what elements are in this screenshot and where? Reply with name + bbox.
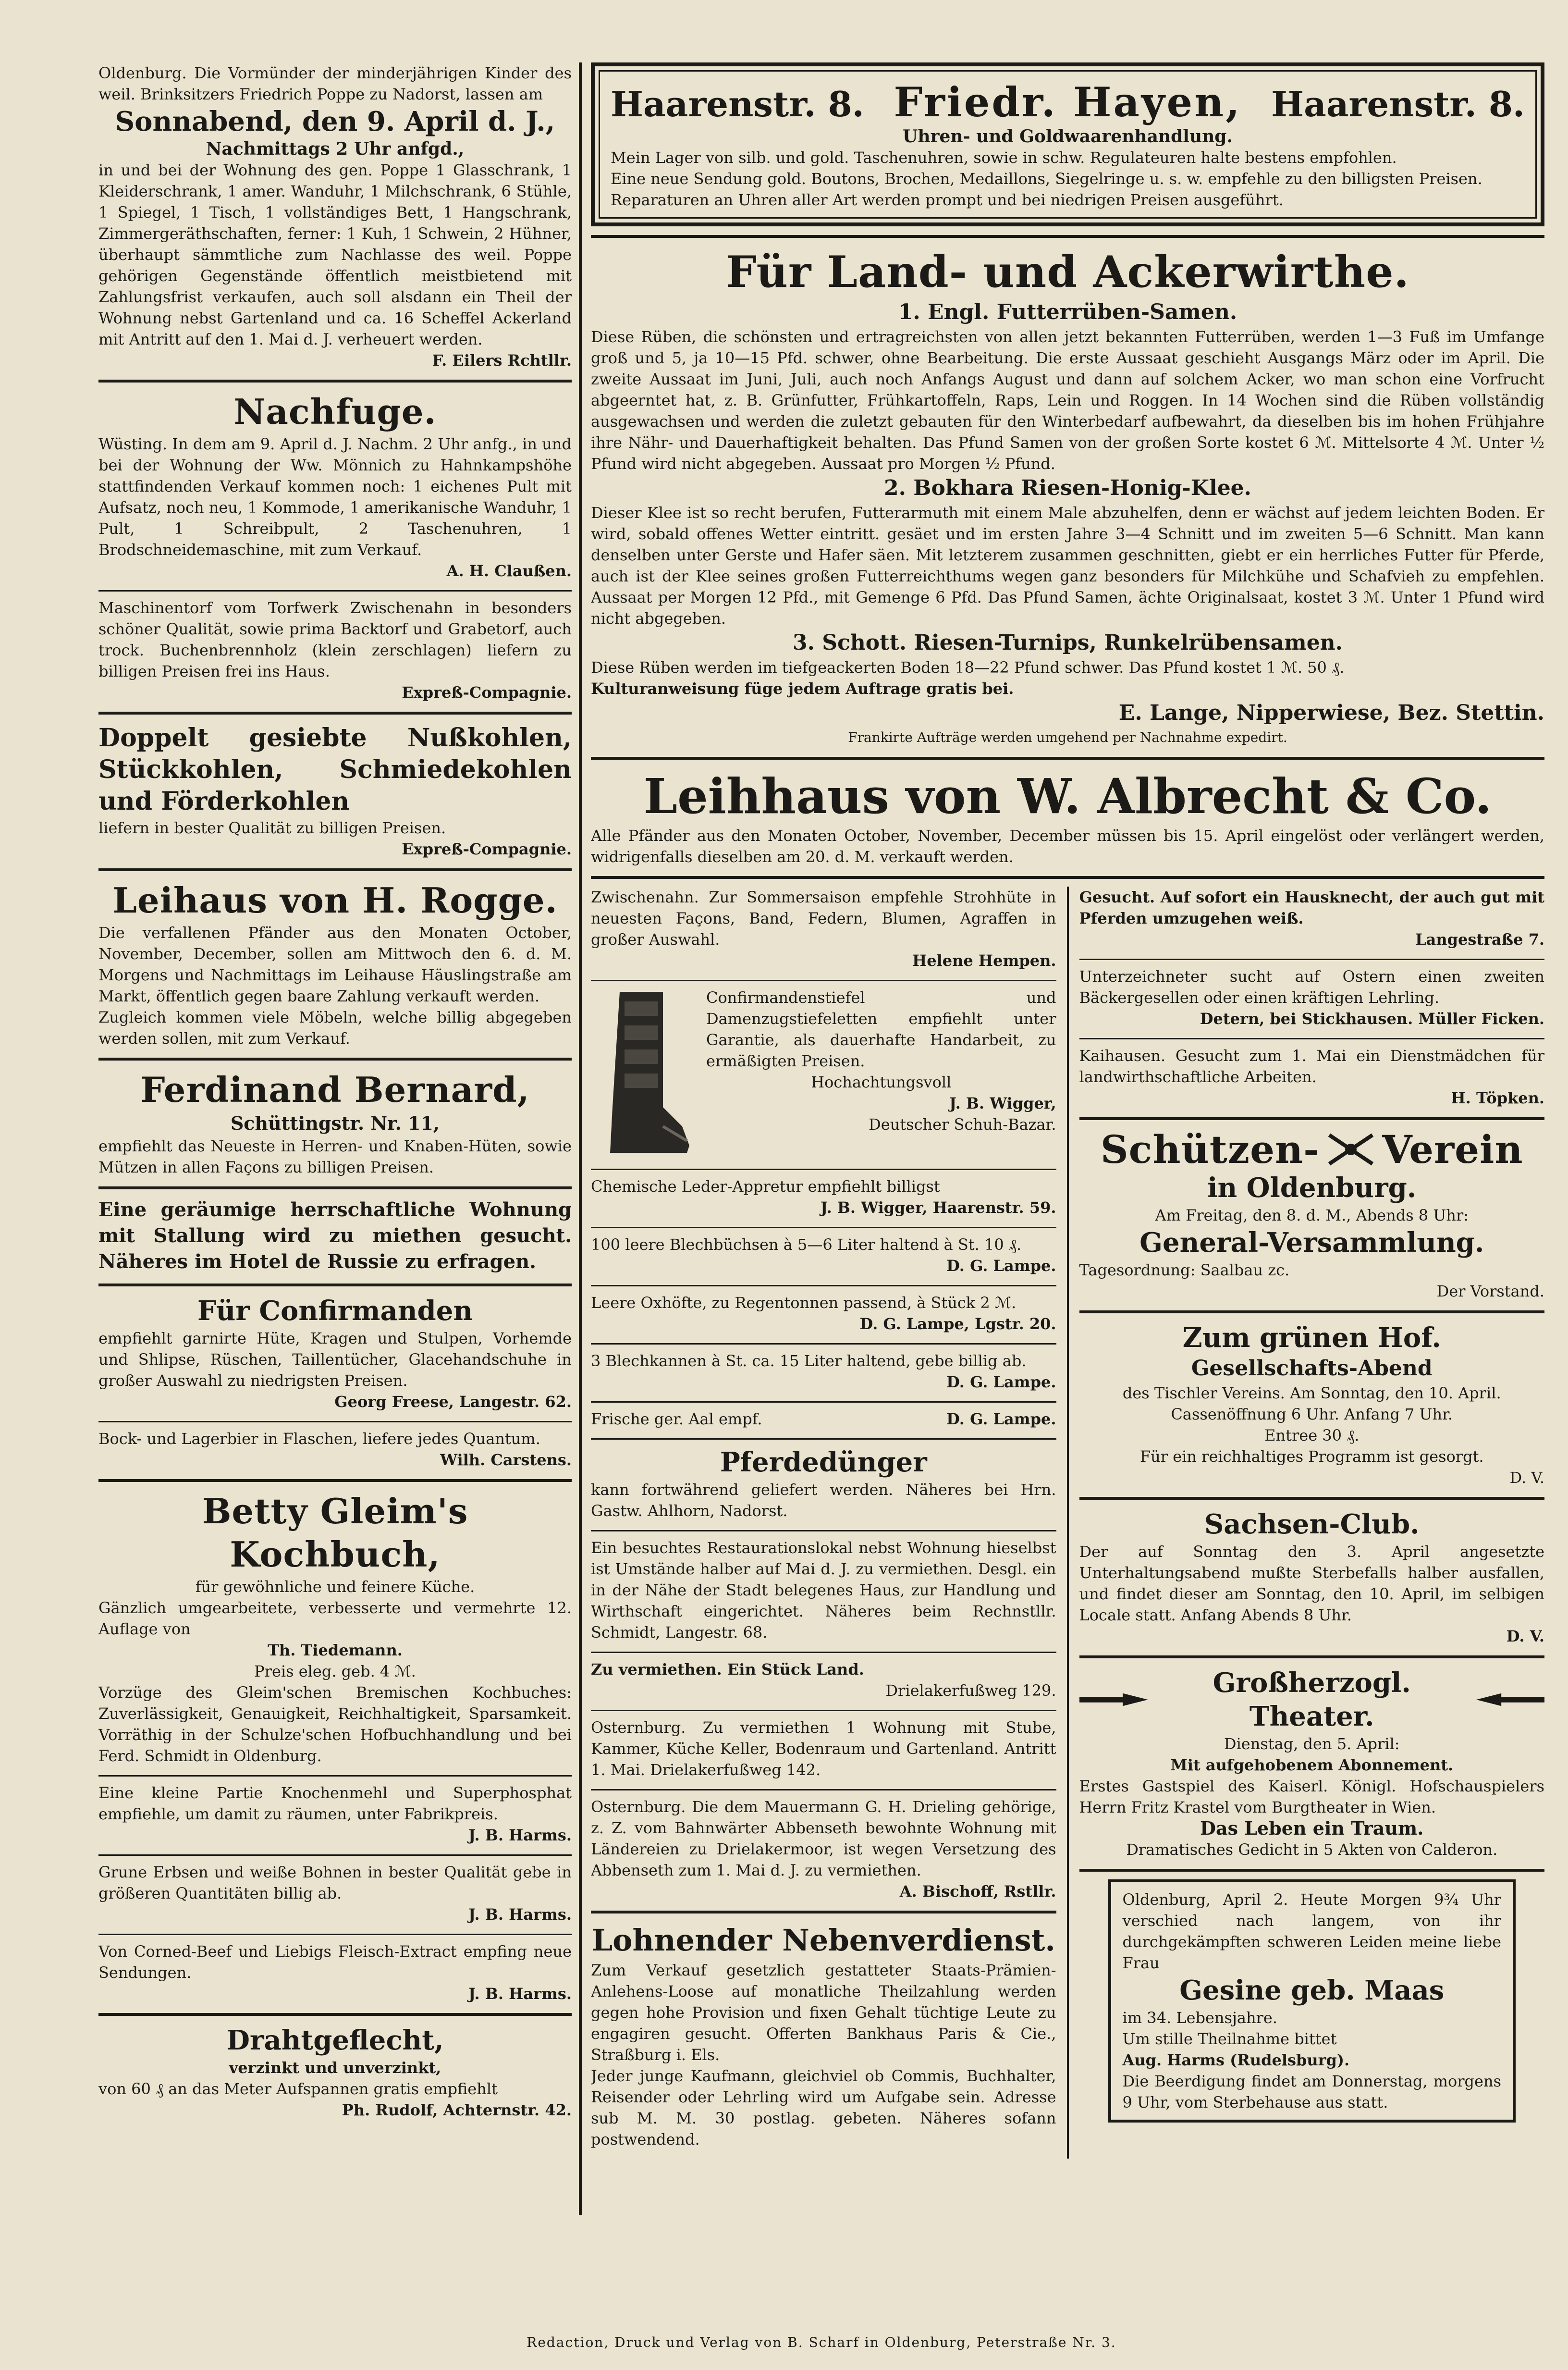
landwirthe-h1: 1. Engl. Futterrüben-Samen.	[898, 300, 1237, 324]
schuetzen-agenda: Tagesordnung: Saalbau zc.	[1079, 1261, 1290, 1279]
left-column	[98, 62, 572, 2216]
death-body: Oldenburg, April 2. Heute Morgen 9¾ Uhr verschied nach langem, von ihr durchgekämpften schweren Leiden meine liebe Frau	[1122, 1890, 1501, 1972]
sachsen-title: Sachsen-Club.	[1204, 1508, 1420, 1540]
subcolumn-left	[591, 887, 1069, 2159]
death-name: Gesine geb. Maas	[1179, 1975, 1445, 2006]
knochenmehl-signature: J. B. Harms.	[468, 1826, 572, 1844]
separator	[1079, 1310, 1545, 1313]
schuetzen-title-right: Verein	[1382, 1127, 1523, 1172]
theater-line1: Dienstag, den 5. April:	[1224, 1735, 1400, 1753]
death-age: im 34. Lebensjahre.	[1122, 2009, 1277, 2027]
restauration-ad	[591, 1537, 1056, 1643]
theater-title: Großherzogl. Theater.	[1213, 1667, 1411, 1732]
leihaus-rogge-ad	[98, 879, 572, 1049]
stiefel-ad	[591, 987, 1056, 1160]
stiefel-signature: J. B. Wigger,	[949, 1094, 1056, 1112]
separator	[98, 1479, 572, 1482]
two-subcolumns	[591, 887, 1544, 2159]
confirmanden-ad	[98, 1294, 572, 1412]
schuetzen-subtitle: in Oldenburg.	[1207, 1172, 1417, 1204]
oxhoefte-ad	[591, 1292, 1056, 1334]
land-signature: Drielakerfußweg 129.	[885, 1681, 1056, 1700]
schuetzen-ad	[1079, 1128, 1545, 1302]
restauration-body: Ein besuchtes Restaurationslokal nebst Wohnung hieselbst ist Umstände halber auf Mai d. J. zu vermiethen. Desgl. ein in der Nähe der Stadt belegenes Haus, zur Handlung und Wirthschaft eingerichtet. Näheres beim Rechnstllr. Schmidt, Langestr. 68.	[591, 1539, 1056, 1642]
schuetzen-event: General-Versammlung.	[1139, 1227, 1484, 1259]
wohnung-ad	[98, 1197, 572, 1275]
drahtgeflecht-subtitle: verzinkt und unverzinkt,	[229, 2059, 441, 2077]
bernard-body: empfiehlt das Neueste in Herren- und Knaben-Hüten, sowie Mützen in allen Façons zu billigen Preisen.	[98, 1137, 572, 1176]
land-body: Zu vermiethen. Ein Stück Land.	[591, 1660, 864, 1679]
aal-ad	[591, 1408, 1056, 1430]
separator	[591, 1911, 1056, 1913]
lederappretur-signature: J. B. Wigger, Haarenstr. 59.	[820, 1198, 1056, 1217]
schuetzen-signature: Der Vorstand.	[1436, 1282, 1544, 1300]
boot-illustration	[591, 987, 697, 1160]
separator	[98, 1854, 572, 1856]
land-ad	[591, 1659, 1056, 1701]
nebenverdienst-ad	[591, 1921, 1056, 2150]
auction-oldenburg-ad	[98, 62, 572, 371]
gruener-hof-signature: D. V.	[1509, 1469, 1544, 1487]
leihaus-rogge-title: Leihaus von H. Rogge.	[112, 880, 558, 921]
theater-line2: Mit aufgehobenem Abonnement.	[1170, 1756, 1454, 1774]
erbsen-body: Grune Erbsen und weiße Bohnen in bester Qualität gebe in größeren Quantitäten billig ab.	[98, 1863, 572, 1902]
gruener-hof-ad	[1079, 1321, 1545, 1488]
schuetzen-body: Am Freitag, den 8. d. M., Abends 8 Uhr:	[1155, 1206, 1469, 1224]
dienstmaedchen-ad	[1079, 1045, 1545, 1109]
landwirthe-footnote: Frankirte Aufträge werden umgehend per Nachnahme expedirt.	[848, 729, 1287, 745]
kochbuch-author: Th. Tiedemann.	[268, 1641, 403, 1659]
separator	[591, 876, 1544, 879]
osternburg2-signature: A. Bischoff, Rstllr.	[899, 1882, 1056, 1901]
separator	[591, 1530, 1056, 1531]
sachsen-signature: D. V.	[1506, 1627, 1544, 1645]
nebenverdienst-body2: Jeder junge Kaufmann, gleichviel ob Commis, Buchhalter, Reisender oder Lehrling wird um Aufgabe sein. Adresse sub M. M. 30 postlag. gebeten. Näheres sofann postwendend.	[591, 2067, 1056, 2148]
aal-body: Frische ger. Aal empf.	[591, 1410, 762, 1428]
landwirthe-ad	[591, 246, 1544, 748]
drahtgeflecht-ad	[98, 2024, 572, 2121]
wohnung-body: Eine geräumige herrschaftliche Wohnung mit Stallung wird zu miethen gesucht. Näheres im Hotel de Russie zu erfragen.	[98, 1198, 572, 1273]
separator	[98, 1058, 572, 1061]
drahtgeflecht-body: von 60 ₰ an das Meter Aufspannen gratis empfiehlt	[98, 2080, 498, 2098]
sachsen-ad	[1079, 1507, 1545, 1647]
imprint-footer: Redaction, Druck und Verlag von B. Scharf in Oldenburg, Peterstraße Nr. 3.	[527, 2334, 1116, 2350]
auction-date: Sonnabend, den 9. April d. J.,	[115, 106, 555, 137]
oxhoefte-body: Leere Oxhöfte, zu Regentonnen passend, à Stück 2 ℳ.	[591, 1294, 1017, 1312]
bernard-title: Ferdinand Bernard,	[140, 1069, 530, 1110]
landwirthe-title: Für Land- und Ackerwirthe.	[726, 247, 1409, 297]
separator	[591, 1710, 1056, 1711]
pointing-hand-icon	[1079, 1690, 1148, 1709]
dienstmaedchen-signature: H. Töpken.	[1451, 1089, 1544, 1107]
gruener-hof-line3: Entree 30 ₰.	[1264, 1426, 1360, 1444]
kochbuch-body: Gänzlich umgearbeitete, verbesserte und vermehrte 12. Auflage von	[98, 1599, 572, 1638]
separator	[591, 1227, 1056, 1228]
theater-body: Erstes Gastspiel des Kaiserl. Königl. Hofschauspielers Herrn Fritz Krastel vom Burgtheater in Wien.	[1079, 1777, 1544, 1816]
death-request: Um stille Theilnahme bittet	[1122, 2030, 1337, 2048]
separator	[98, 1186, 572, 1189]
nachfuge-ad	[98, 390, 572, 581]
theater-ad	[1079, 1666, 1545, 1860]
separator	[1079, 959, 1545, 960]
separator	[591, 1438, 1056, 1440]
bernard-ad	[98, 1068, 572, 1178]
baecker-signature: Detern, bei Stickhausen. Müller Ficken.	[1200, 1010, 1544, 1028]
pferdeduenger-ad	[591, 1445, 1056, 1521]
column-divider	[579, 62, 582, 2215]
leihaus-rogge-body: Die verfallenen Pfänder aus den Monaten October, November, December, sollen am Mittwoch den 6. d. M. Morgens und Nachmittags im Leihause Häuslingstraße am Markt, öffentlich gegen baare Zahlung verkauft werden.	[98, 924, 572, 1005]
theater-play-info: Dramatisches Gedicht in 5 Akten von Calderon.	[1126, 1840, 1498, 1859]
osternburg2-ad	[591, 1796, 1056, 1902]
leihaus-rogge-body2: Zugleich kommen viele Möbeln, welche billig abgegeben werden sollen, mit zum Verkauf.	[98, 1008, 572, 1048]
hayen-ad	[591, 62, 1544, 226]
stiefel-greeting: Hochachtungsvoll	[811, 1073, 952, 1091]
landwirthe-p3: Diese Rüben werden im tiefgeackerten Boden 18—22 Pfund schwer. Das Pfund kostet 1 ℳ. 50 ₰.	[591, 658, 1345, 677]
gruener-hof-line1: des Tischler Vereins. Am Sonntag, den 10. April.	[1122, 1384, 1501, 1402]
auction-intro: Oldenburg. Die Vormünder der minderjährigen Kinder des weil. Brinksitzers Friedrich Poppe zu Nadorst, lassen am	[98, 64, 572, 103]
kochbuch-subtitle: für gewöhnliche und feinere Küche.	[195, 1578, 475, 1596]
sachsen-body: Der auf Sonntag den 3. April angesetzte Unterhaltungsabend mußte Sterbefalls halber ausfallen, und findet dieser am Sonntag, den 10. April, im selbigen Locale statt. Anfang Abends 8 Uhr.	[1079, 1543, 1544, 1624]
aal-signature: D. G. Lampe.	[946, 1410, 1056, 1428]
landwirthe-p1: Diese Rüben, die schönsten und ertragreichsten von allen jetzt bekannten Futterrüben, werden 1—3 Fuß im Umfange groß und 5, ja 10—15 Pfd. schwer, ohne Bearbeitung. Die erste Aussaat geschieht Ausgangs März oder im April. Die zweite Aussaat im Juni, Juli, auch noch Anfangs August und dann auf solchem Acker, wo man schon eine Vorfrucht abgeerntet hat, z. B. Grünfutter, Frühkartoffeln, Raps, Lein und Roggen. In 14 Wochen sind die Rüben vollständig ausgewachsen und werden die zuletzt gebauten für den Winterbedarf aufbewahrt, da dieselben bis im hohen Frühjahre ihre Nähr- und Dauerhaftigkeit behalten. Das Pfund Samen von der großen Sorte kostet 6 ℳ. Mittelsorte 4 ℳ. Unter ½ Pfund wird nicht abgegeben. Aussaat pro Morgen ½ Pfund.	[591, 328, 1544, 473]
separator	[98, 1421, 572, 1422]
death-notice	[1108, 1879, 1516, 2123]
landwirthe-signature: E. Lange, Nipperwiese, Bez. Stettin.	[1118, 701, 1544, 725]
nebenverdienst-title: Lohnender Nebenverdienst.	[591, 1923, 1055, 1958]
dienstmaedchen-body: Kaihausen. Gesucht zum 1. Mai ein Dienstmädchen für landwirthschaftliche Arbeiten.	[1079, 1047, 1544, 1086]
blechbuechsen-signature: D. G. Lampe.	[946, 1257, 1056, 1275]
blechkannen-ad	[591, 1350, 1056, 1393]
strohhuete-body: Zwischenahn. Zur Sommersaison empfehle Strohhüte in neuesten Façons, Band, Federn, Blumen, Agraffen in großer Auswahl.	[591, 888, 1056, 949]
osternburg2-body: Osternburg. Die dem Mauermann G. H. Drieling gehörige, z. Z. vom Bahnwärter Abbenseth bewohnte Wohnung mit Ländereien zu Drielakermoor, ist wegen Versetzung des Abbenseth zum 1. Mai d. J. zu vermiethen.	[591, 1798, 1056, 1879]
subcolumn-right	[1069, 887, 1545, 2159]
kochbuch-price: Preis eleg. geb. 4 ℳ.	[254, 1662, 416, 1680]
landwirthe-h3: 3. Schott. Riesen-Turnips, Runkelrübensamen.	[792, 630, 1343, 655]
lederappretur-body: Chemische Leder-Appretur empfiehlt billigst	[591, 1177, 940, 1196]
blechbuechsen-body: 100 leere Blechbüchsen à 5—6 Liter haltend à St. 10 ₰.	[591, 1235, 1022, 1254]
strohhuete-signature: Helene Hempen.	[912, 951, 1056, 970]
drahtgeflecht-title: Drahtgeflecht,	[226, 2024, 444, 2056]
drahtgeflecht-signature: Ph. Rudolf, Achternstr. 42.	[342, 2101, 572, 2119]
gruener-hof-title: Zum grünen Hof.	[1182, 1322, 1441, 1354]
landwirthe-h2: 2. Bokhara Riesen-Honig-Klee.	[884, 476, 1251, 500]
gruener-hof-line2: Cassenöffnung 6 Uhr. Anfang 7 Uhr.	[1171, 1405, 1453, 1423]
separator	[98, 1934, 572, 1935]
separator	[1079, 1038, 1545, 1039]
schuetzen-title-left: Schützen-	[1100, 1127, 1320, 1172]
baecker-body: Unterzeichneter sucht auf Ostern einen zweiten Bäckergesellen oder einen kräftigen Lehrling.	[1079, 967, 1544, 1007]
albrecht-ad	[591, 767, 1544, 867]
separator	[98, 590, 572, 592]
torfwerk-signature: Expreß-Compagnie.	[402, 683, 572, 702]
separator	[98, 380, 572, 383]
nachfuge-body: Wüsting. In dem am 9. April d. J. Nachm. 2 Uhr anfg., in und bei der Wohnung der Ww. Mönnich zu Hahnkampshöhe stattfindenden Verkauf kommen noch: 1 eichenes Pult mit Aufsatz, noch neu, 1 Kommode, 1 amerikanische Wanduhr, 1 Pult, 1 Schreibpult, 2 Taschenuhren, 1 Brodschneidemaschine, mit zum Verkauf.	[98, 435, 572, 559]
separator	[98, 1775, 572, 1777]
separator	[1079, 1655, 1545, 1658]
hayen-name: Friedr. Hayen,	[894, 78, 1242, 126]
kohlen-body: liefern in bester Qualität zu billigen Preisen.	[98, 819, 446, 837]
bier-ad	[98, 1428, 572, 1470]
hausknecht-body: Gesucht. Auf sofort ein Hausknecht, der auch gut mit Pferden umzugehen weiß.	[1079, 888, 1544, 927]
separator	[591, 235, 1544, 238]
torfwerk-body: Maschinentorf vom Torfwerk Zwischenahn in besonders schöner Qualität, sowie prima Backtorf und Grabetorf, auch trock. Buchenbrennholz (klein zerschlagen) liefern zu billigen Preisen frei ins Haus.	[98, 599, 572, 680]
separator	[1079, 1497, 1545, 1500]
erbsen-signature: J. B. Harms.	[468, 1905, 572, 1924]
landwirthe-p4: Kulturanweisung füge jedem Auftrage gratis bei.	[591, 679, 1014, 698]
nachfuge-signature: A. H. Claußen.	[446, 562, 572, 580]
auction-signature: F. Eilers Rchtllr.	[432, 351, 572, 370]
separator	[591, 1285, 1056, 1286]
kohlen-ad	[98, 722, 572, 860]
separator	[591, 1789, 1056, 1790]
osternburg1-body: Osternburg. Zu vermiethen 1 Wohnung mit Stube, Kammer, Küche Keller, Bodenraum und Gartenland. Antritt 1. Mai. Drielakerfußweg 142.	[591, 1718, 1056, 1779]
bier-signature: Wilh. Carstens.	[440, 1451, 572, 1469]
bier-body: Bock- und Lagerbier in Flaschen, liefere jedes Quantum.	[98, 1430, 540, 1448]
separator	[591, 757, 1544, 760]
oxhoefte-signature: D. G. Lampe, Lgstr. 20.	[859, 1315, 1056, 1333]
pointing-hand-icon	[1476, 1690, 1544, 1709]
osternburg1-ad	[591, 1717, 1056, 1780]
landwirthe-p2: Dieser Klee ist so recht berufen, Futterarmuth mit einem Male abzuhelfen, denn er wächst auf jedem leichten Boden. Er wird, sobald offenes Wetter eintritt. gesäet und im ersten Jahre 3—4 Schnitt und im zweiten 5—6 Schnitt. Man kann denselben unter Gerste und Hafer säen. Mit letzterem zusammen geschnitten, giebt er ein herrliches Futter für Pferde, auch ist der Klee seines großen Futterreichthums wegen ganz besonders für Milchkühe und Schafvieh zu empfehlen. Aussaat per Morgen 12 Pfd., mit Gemenge 6 Pfd. Das Pfund Samen, ächte Originalsaat, kostet 3 ℳ. Unter 1 Pfund wird nicht abgegeben.	[591, 504, 1544, 628]
separator	[98, 2013, 572, 2016]
blechkannen-body: 3 Blechkannen à St. ca. 15 Liter haltend, gebe billig ab.	[591, 1352, 1027, 1370]
kochbuch-body2: Vorzüge des Gleim'schen Bremischen Kochbuches: Zuverlässigkeit, Genauigkeit, Reichhaltigkeit, Sparsamkeit. Vorräthig in der Schulze'schen Hofbuchhandlung und bei Ferd. Schmidt in Oldenburg.	[98, 1683, 572, 1765]
separator	[98, 868, 572, 871]
hausknecht-ad	[1079, 887, 1545, 950]
separator	[98, 712, 572, 715]
confirmanden-body: empfiehlt garnirte Hüte, Kragen und Stulpen, Vorhemde und Shlipse, Rüschen, Taillentücher, Glacehandschuhe in großer Auswahl zu niedrigsten Preisen.	[98, 1329, 572, 1390]
hayen-subtitle: Uhren- und Goldwaarenhandlung.	[902, 126, 1233, 147]
baecker-ad	[1079, 966, 1545, 1029]
kohlen-title: Doppelt gesiebte Nußkohlen, Stückkohlen, Schmiedekohlen und Förderkohlen	[98, 723, 572, 816]
pferdeduenger-body: kann fortwährend geliefert werden. Näheres bei Hrn. Gastw. Ahlhorn, Nadorst.	[591, 1481, 1056, 1520]
erbsen-ad	[98, 1862, 572, 1925]
knochenmehl-body: Eine kleine Partie Knochenmehl und Superphosphat empfiehle, um damit zu räumen, unter Fabrikpreis.	[98, 1784, 572, 1823]
hayen-line1: Mein Lager von silb. und gold. Taschenuhren, sowie in schw. Regulateuren halte bestens empfohlen.	[611, 148, 1397, 167]
bernard-address: Schüttingstr. Nr. 11,	[230, 1112, 440, 1134]
gruener-hof-line4: Für ein reichhaltiges Programm ist gesorgt.	[1139, 1447, 1484, 1466]
hayen-left-address: Haarenstr. 8.	[611, 84, 864, 124]
blechbuechsen-ad	[591, 1234, 1056, 1276]
separator	[591, 980, 1056, 981]
albrecht-title: Leihhaus von W. Albrecht & Co.	[643, 768, 1492, 825]
hayen-line3: Reparaturen an Uhren aller Art werden prompt und bei niedrigen Preisen ausgeführt.	[611, 191, 1284, 209]
nachfuge-title: Nachfuge.	[233, 391, 437, 432]
hausknecht-signature: Langestraße 7.	[1415, 930, 1544, 949]
lederappretur-ad	[591, 1176, 1056, 1218]
strohhuete-ad	[591, 887, 1056, 971]
knochenmehl-ad	[98, 1782, 572, 1846]
torfwerk-ad	[98, 597, 572, 703]
confirmanden-title: Für Confirmanden	[197, 1295, 473, 1327]
blechkannen-signature: D. G. Lampe.	[946, 1373, 1056, 1391]
separator	[591, 1343, 1056, 1345]
confirmanden-signature: Georg Freese, Langestr. 62.	[334, 1393, 572, 1411]
kochbuch-ad	[98, 1490, 572, 1766]
separator	[1079, 1869, 1545, 1872]
crossed-rifles-icon	[1324, 1130, 1377, 1169]
nebenverdienst-body: Zum Verkauf gesetzlich gestatteter Staats-Prämien-Anlehens-Loose auf monatliche Theilzahlung werden gegen hohe Provision und fixen Gehalt tüchtige Leute zu engagiren gesucht. Offerten Bankhaus Paris & Cie., Straßburg i. Els.	[591, 1961, 1056, 2064]
death-funeral: Die Beerdigung findet am Donnerstag, morgens 9 Uhr, vom Sterbehause aus statt.	[1122, 2072, 1501, 2111]
corned-signature: J. B. Harms.	[468, 1985, 572, 2003]
stiefel-body: Confirmandenstiefel und Damenzugstiefeletten empfiehlt unter Garantie, als dauerhafte Handarbeit, zu ermäßigten Preisen.	[706, 988, 1056, 1070]
auction-time: Nachmittags 2 Uhr anfgd.,	[206, 139, 465, 159]
separator	[591, 1401, 1056, 1403]
hayen-line2: Eine neue Sendung gold. Boutons, Brochen, Medaillons, Siegelringe u. s. w. empfehle zu den billigsten Preisen.	[611, 170, 1482, 188]
pferdeduenger-title: Pferdedünger	[720, 1446, 927, 1478]
right-column	[591, 62, 1544, 2216]
albrecht-body: Alle Pfänder aus den Monaten October, November, December müssen bis 15. April eingelöst oder verlängert werden, widrigenfalls dieselben am 20. d. M. verkauft werden.	[591, 827, 1544, 866]
separator	[591, 1652, 1056, 1653]
hayen-right-address: Haarenstr. 8.	[1271, 84, 1525, 124]
kochbuch-title: Betty Gleim's Kochbuch,	[202, 1491, 468, 1575]
death-signature: Aug. Harms (Rudelsburg).	[1122, 2051, 1350, 2069]
separator	[1079, 1117, 1545, 1120]
stiefel-shop: Deutscher Schuh-Bazar.	[869, 1115, 1056, 1134]
corned-body: Von Corned-Beef und Liebigs Fleisch-Extract empfing neue Sendungen.	[98, 1942, 572, 1982]
auction-body: in und bei der Wohnung des gen. Poppe 1 Glasschrank, 1 Kleiderschrank, 1 amer. Wanduhr, 1 Milchschrank, 6 Stühle, 1 Spiegel, 1 Tisch, 1 vollständiges Bett, 1 Hangschrank, Zimmergeräthschaften, ferner: 1 Kuh, 1 Schwein, 2 Hühner, überhaupt sämmtliche zum Nachlasse des weil. Poppe gehörigen Gegenstände öffentlich meistbietend mit Zahlungsfrist verkaufen, auch soll alsdann ein Theil der Wohnung nebst Gartenland und ca. 16 Scheffel Ackerland mit Antritt auf den 1. Mai d. J. verheuert werden.	[98, 161, 572, 348]
corned-ad	[98, 1941, 572, 2004]
separator	[591, 1169, 1056, 1170]
kohlen-signature: Expreß-Compagnie.	[402, 840, 572, 858]
theater-play: Das Leben ein Traum.	[1200, 1817, 1424, 1839]
separator	[98, 1284, 572, 1286]
gruener-hof-subtitle: Gesellschafts-Abend	[1191, 1356, 1433, 1381]
